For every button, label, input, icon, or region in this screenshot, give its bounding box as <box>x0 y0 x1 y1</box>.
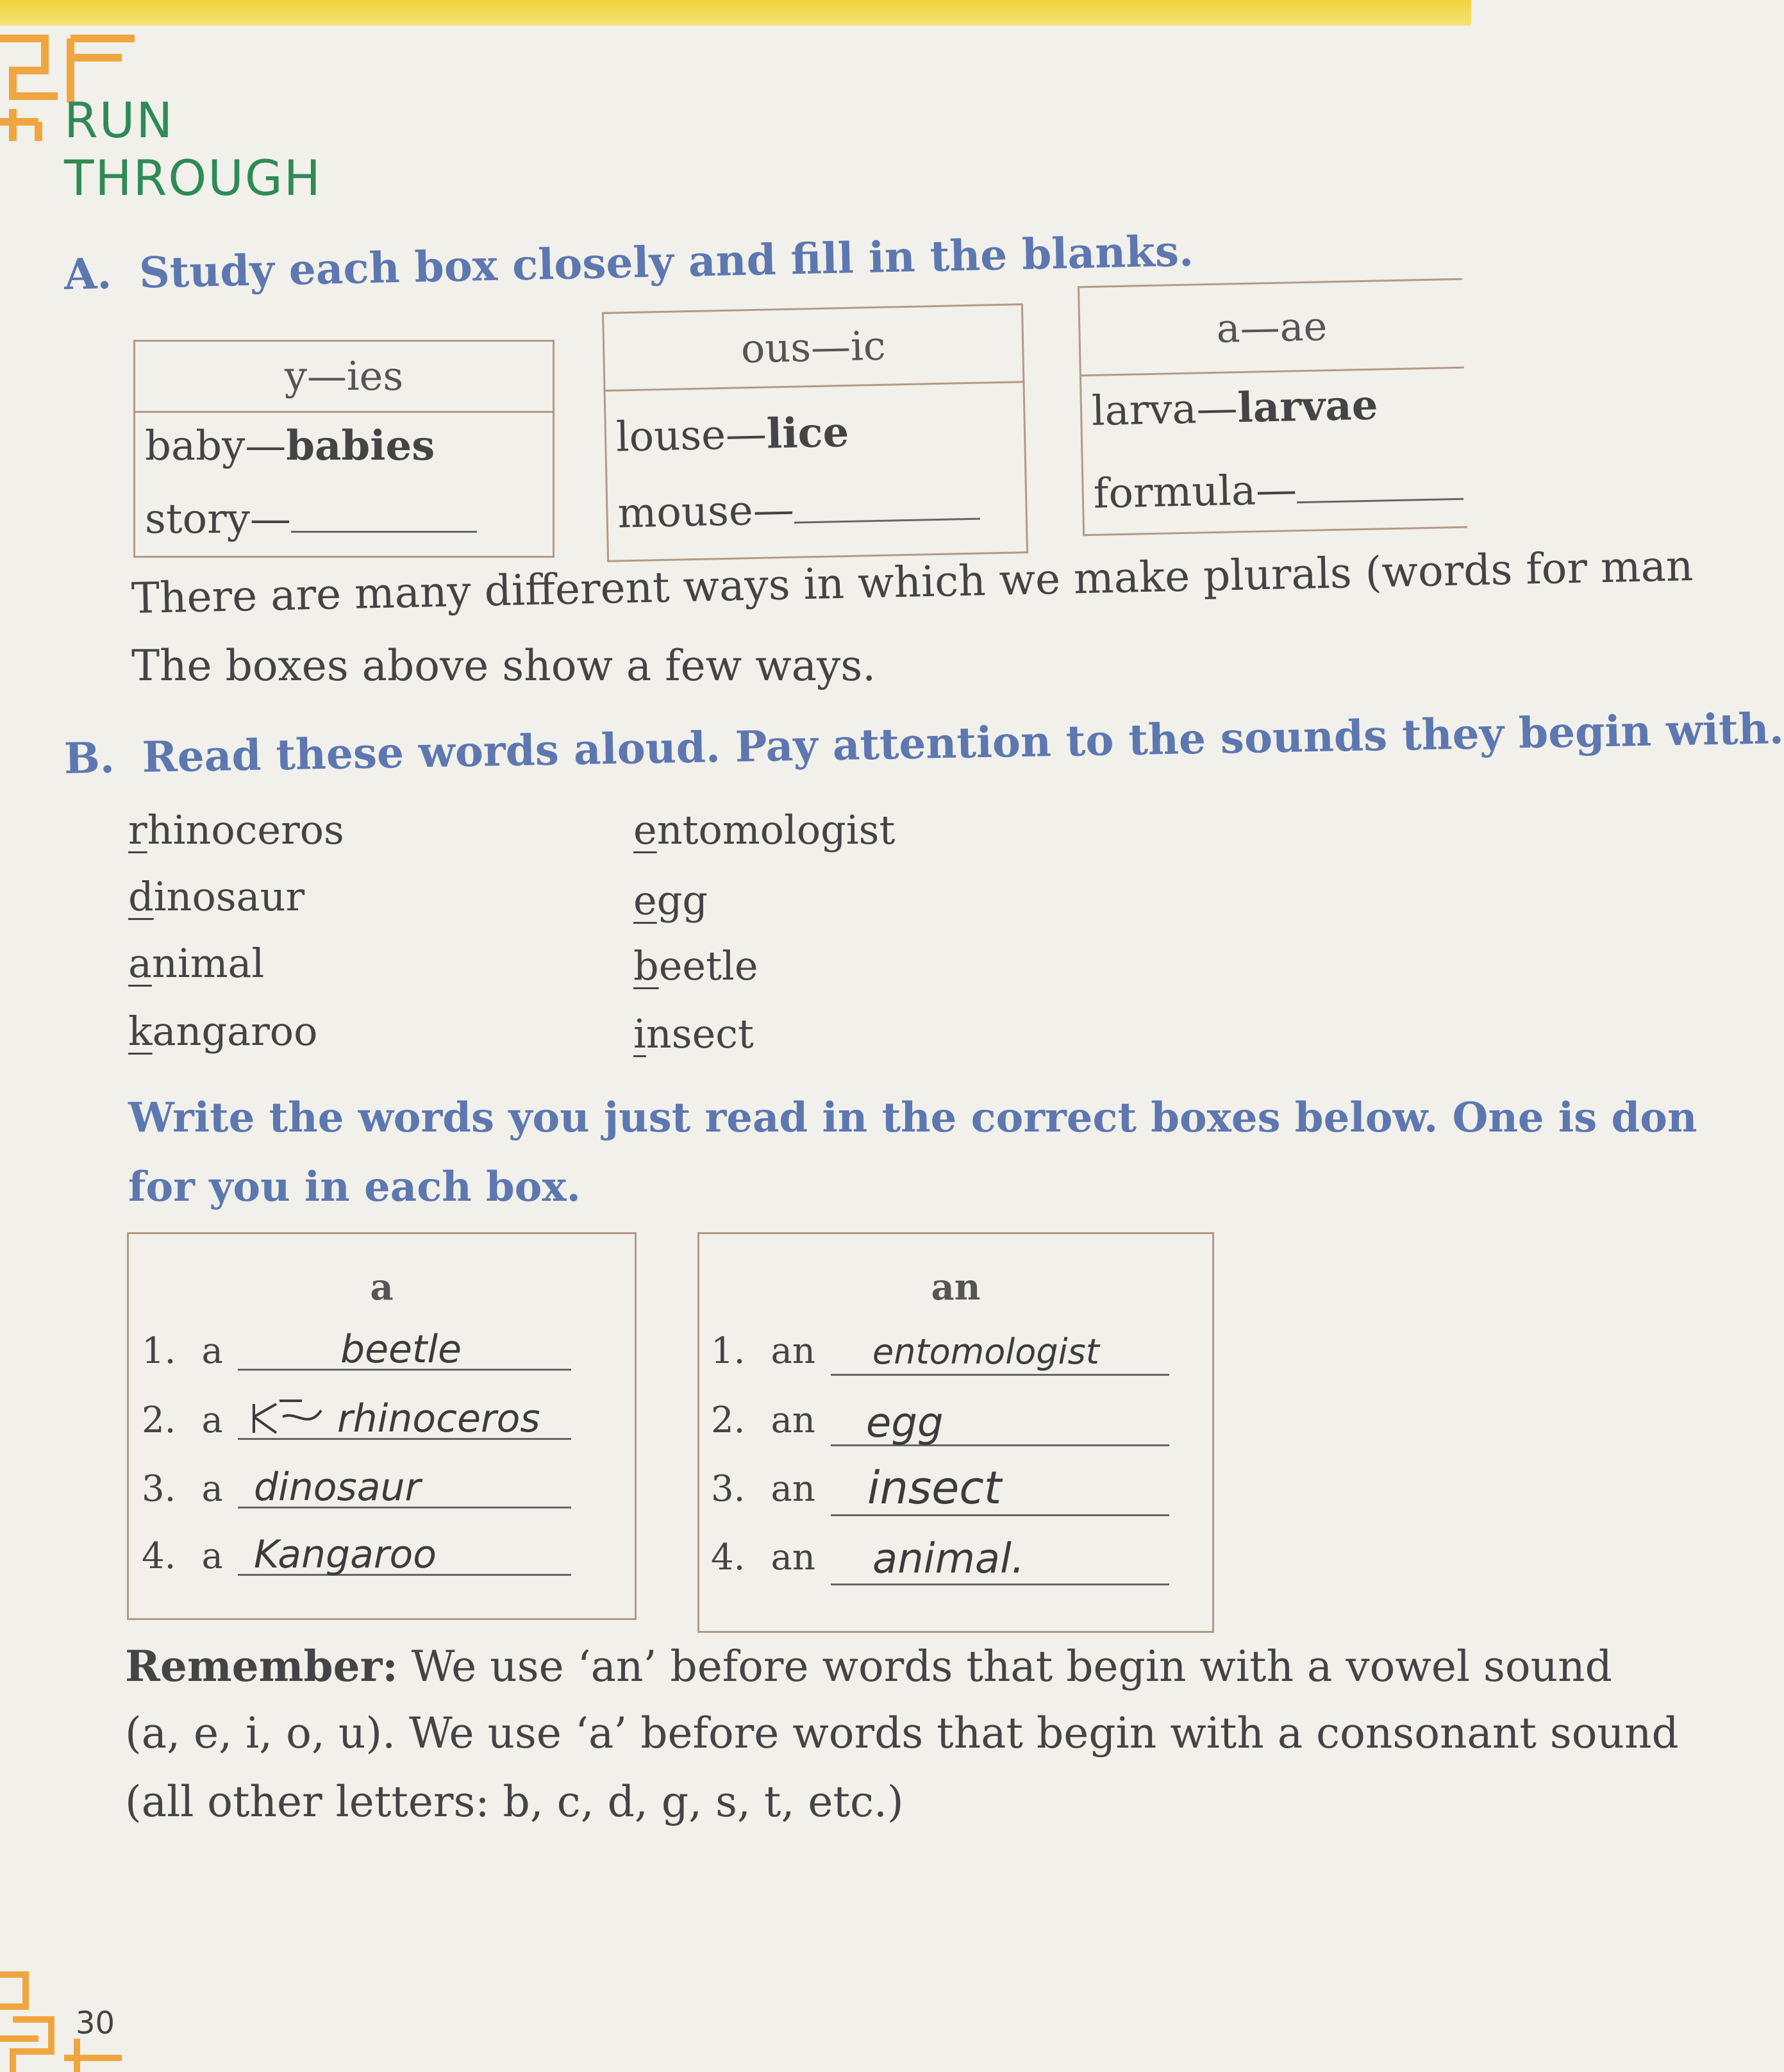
read-word: entomologist <box>633 806 896 853</box>
article-an-box <box>697 1232 1214 1633</box>
handwritten-answer: dinosaur <box>254 1465 421 1510</box>
box-title: a <box>370 1266 394 1308</box>
example-word: larva— <box>1091 385 1238 435</box>
remember-line-2: (a, e, i, o, u). We use ‘a’ before words that begin with a consonant sound <box>125 1709 1679 1758</box>
blank-word: mouse— <box>617 486 795 538</box>
article-a-box <box>127 1232 637 1620</box>
handwritten-answer: entomologist <box>872 1332 1099 1372</box>
answer-row: 4. a <box>142 1535 223 1577</box>
example-answer: babies <box>286 422 435 470</box>
section-b-heading <box>63 703 1784 783</box>
section-b-instruction: Read these words aloud. Pay attention to the sounds they begin with. <box>142 703 1784 782</box>
fill-blank[interactable] <box>794 486 980 524</box>
answer-line[interactable] <box>831 1374 1169 1376</box>
page-number: 30 <box>76 2005 115 2041</box>
write-instruction-line-1: Write the words you just read in the correct boxes below. One is don <box>128 1094 1697 1142</box>
answer-row: 2. a <box>142 1399 223 1441</box>
plurals-note-line-1: There are many different ways in which we make plurals (words for man <box>131 540 1694 623</box>
section-a-letter: A. <box>63 248 112 299</box>
box-row <box>145 496 477 543</box>
box-row <box>615 408 849 462</box>
box-row <box>617 483 981 538</box>
read-word: egg <box>633 877 708 924</box>
fill-blank[interactable] <box>291 499 477 533</box>
answer-row: 1. a <box>142 1330 223 1372</box>
box-row <box>1093 463 1464 518</box>
answer-row: 3. a <box>142 1468 223 1510</box>
read-word: kangaroo <box>128 1008 318 1055</box>
handwritten-answer: Kangaroo <box>254 1532 437 1577</box>
read-word: dinosaur <box>128 873 305 920</box>
plural-box-y-ies <box>133 340 554 558</box>
answer-row: 3. an <box>711 1468 815 1510</box>
handwritten-answer: beetle <box>340 1327 462 1372</box>
page-top-strip <box>0 0 1471 26</box>
answer-line[interactable] <box>831 1583 1169 1585</box>
example-word: baby— <box>145 422 287 470</box>
answer-line[interactable] <box>831 1514 1169 1516</box>
box-row <box>145 422 435 470</box>
answer-row: 1. an <box>711 1330 815 1372</box>
handwritten-answer: rhinoceros <box>337 1396 540 1441</box>
remember-line-3: (all other letters: b, c, d, g, s, t, etc.) <box>125 1777 904 1826</box>
box-row <box>1091 381 1378 435</box>
answer-row: 4. an <box>711 1537 815 1578</box>
box-title: a—ae <box>1080 280 1464 376</box>
section-title-through: THROUGH <box>64 149 322 206</box>
plurals-note-line-2: The boxes above show a few ways. <box>131 641 876 690</box>
fill-blank[interactable] <box>1296 466 1463 503</box>
read-word: beetle <box>633 942 758 989</box>
write-instruction-line-2: for you in each box. <box>128 1163 581 1211</box>
section-a-heading <box>63 226 1194 299</box>
handwritten-answer: animal. <box>872 1535 1025 1583</box>
box-title: an <box>931 1266 981 1308</box>
section-b-letter: B. <box>63 732 115 783</box>
handwritten-answer: egg <box>866 1399 944 1447</box>
read-word: insect <box>633 1010 754 1057</box>
section-title-run: RUN <box>64 92 174 149</box>
scribble-icon <box>251 1398 328 1436</box>
example-answer: larvae <box>1237 381 1379 433</box>
plural-box-ous-ic <box>602 303 1028 562</box>
box-title: y—ies <box>135 342 553 413</box>
example-answer: lice <box>766 408 850 458</box>
plural-box-a-ae <box>1078 278 1467 536</box>
box-title: ous—ic <box>604 305 1022 392</box>
blank-word: formula— <box>1093 466 1297 518</box>
blank-word: story— <box>145 496 291 543</box>
section-a-instruction: Study each box closely and fill in the blanks. <box>138 226 1194 298</box>
remember-line-1: Remember: We use ‘an’ before words that begin with a vowel sound <box>125 1641 1612 1691</box>
answer-row: 2. an <box>711 1399 815 1441</box>
read-word: rhinoceros <box>128 806 344 853</box>
handwritten-answer: insect <box>867 1462 1002 1514</box>
example-word: louse— <box>615 410 767 462</box>
read-word: animal <box>128 940 265 987</box>
remember-label: Remember: <box>125 1641 398 1691</box>
